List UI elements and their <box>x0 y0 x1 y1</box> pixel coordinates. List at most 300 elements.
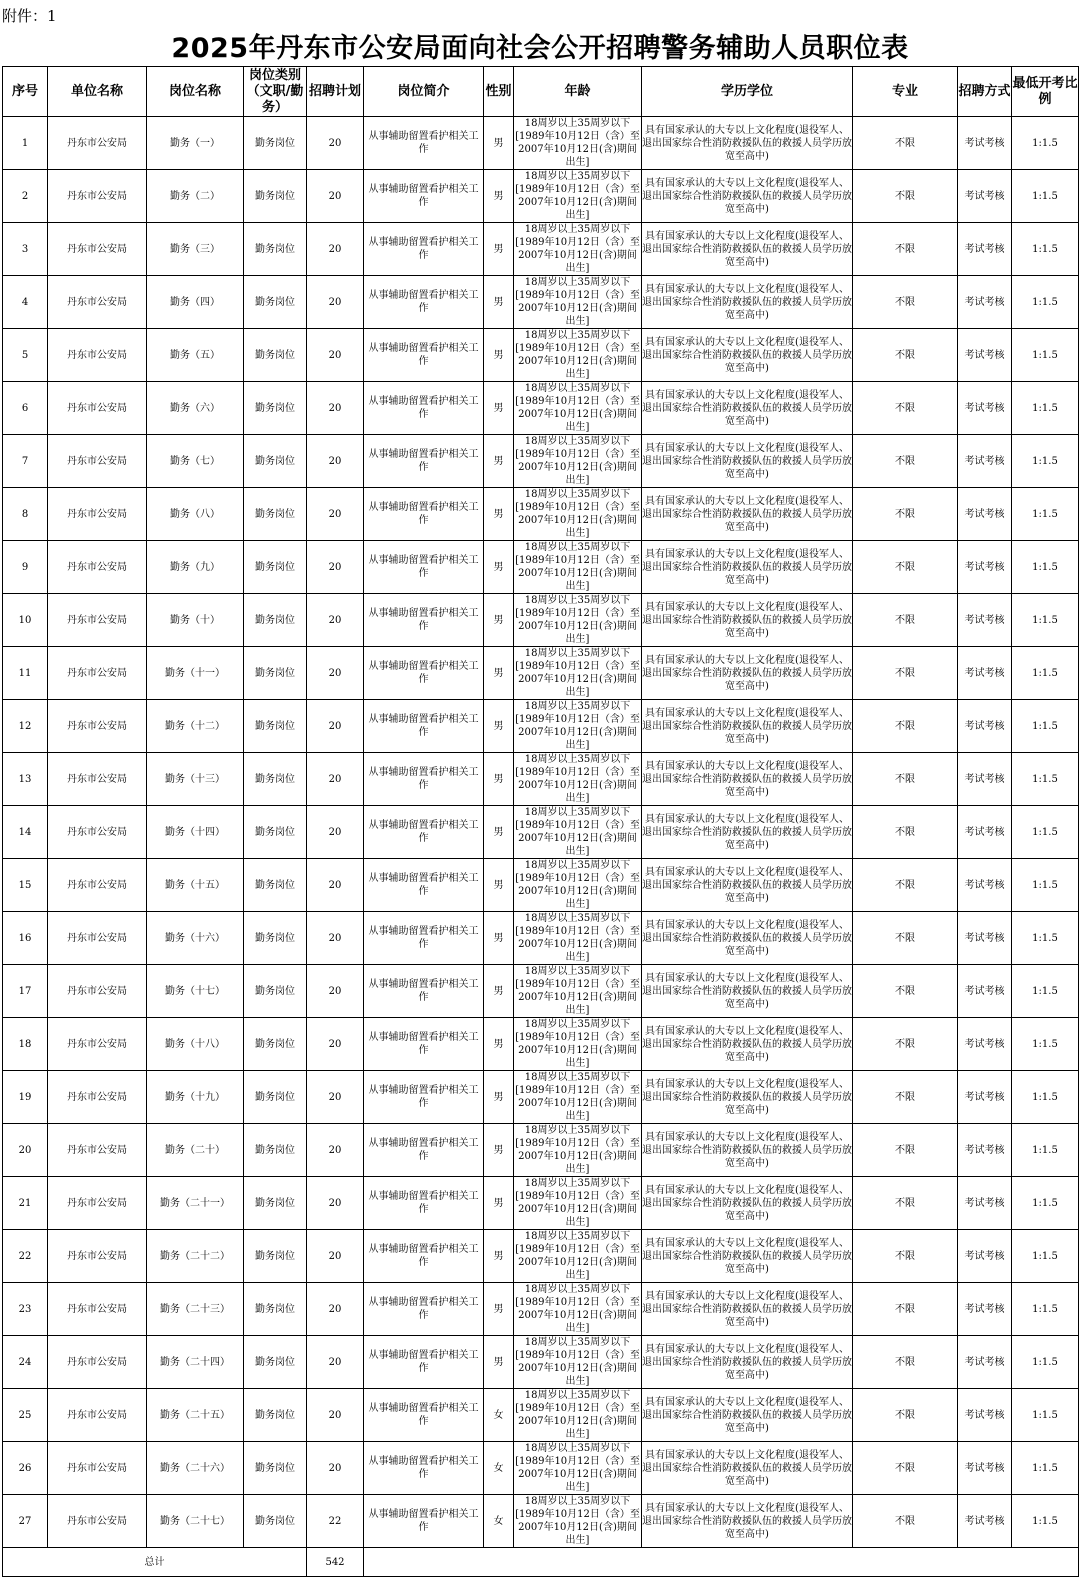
cell-gender: 男 <box>484 435 514 488</box>
cell-gender: 男 <box>484 329 514 382</box>
cell-method: 考试考核 <box>958 700 1012 753</box>
cell-method: 考试考核 <box>958 1230 1012 1283</box>
cell-major: 不限 <box>853 700 958 753</box>
cell-plan: 20 <box>307 435 364 488</box>
cell-major: 不限 <box>853 223 958 276</box>
cell-plan: 20 <box>307 647 364 700</box>
cell-post: 勤务（十六） <box>147 912 244 965</box>
cell-plan: 20 <box>307 276 364 329</box>
cell-plan: 20 <box>307 1442 364 1495</box>
cell-no: 23 <box>3 1283 48 1336</box>
cell-ratio: 1:1.5 <box>1012 965 1079 1018</box>
cell-category: 勤务岗位 <box>244 859 307 912</box>
cell-category: 勤务岗位 <box>244 965 307 1018</box>
cell-method: 考试考核 <box>958 1177 1012 1230</box>
cell-major: 不限 <box>853 1071 958 1124</box>
cell-ratio: 1:1.5 <box>1012 170 1079 223</box>
table-row <box>3 223 1079 276</box>
cell-unit: 丹东市公安局 <box>48 1495 147 1548</box>
cell-plan: 20 <box>307 859 364 912</box>
cell-no: 10 <box>3 594 48 647</box>
cell-post: 勤务（十一） <box>147 647 244 700</box>
cell-age: 18周岁以上35周岁以下[1989年10月12日（含）至2007年10月12日(含)期间出生] <box>515 277 640 327</box>
cell-unit: 丹东市公安局 <box>48 912 147 965</box>
cell-major: 不限 <box>853 276 958 329</box>
cell-plan: 20 <box>307 1336 364 1389</box>
cell-ratio: 1:1.5 <box>1012 1230 1079 1283</box>
cell-method: 考试考核 <box>958 223 1012 276</box>
table-row <box>3 329 1079 382</box>
cell-method: 考试考核 <box>958 1071 1012 1124</box>
cell-age: 18周岁以上35周岁以下[1989年10月12日（含）至2007年10月12日(含)期间出生] <box>515 1443 640 1493</box>
cell-method: 考试考核 <box>958 1283 1012 1336</box>
position-table <box>2 66 1079 1577</box>
cell-unit: 丹东市公安局 <box>48 1071 147 1124</box>
cell-ratio: 1:1.5 <box>1012 488 1079 541</box>
cell-major: 不限 <box>853 541 958 594</box>
cell-unit: 丹东市公安局 <box>48 753 147 806</box>
cell-ratio: 1:1.5 <box>1012 753 1079 806</box>
cell-major: 不限 <box>853 1230 958 1283</box>
cell-major: 不限 <box>853 382 958 435</box>
cell-age: 18周岁以上35周岁以下[1989年10月12日（含）至2007年10月12日(含)期间出生] <box>515 171 640 221</box>
cell-unit: 丹东市公安局 <box>48 806 147 859</box>
table-row <box>3 806 1079 859</box>
cell-plan: 20 <box>307 912 364 965</box>
cell-major: 不限 <box>853 912 958 965</box>
header-no: 序号 <box>3 67 48 117</box>
table-row <box>3 117 1079 170</box>
cell-category: 勤务岗位 <box>244 382 307 435</box>
total-row <box>3 1548 1079 1577</box>
cell-no: 19 <box>3 1071 48 1124</box>
cell-no: 3 <box>3 223 48 276</box>
cell-method: 考试考核 <box>958 594 1012 647</box>
cell-gender: 男 <box>484 1177 514 1230</box>
cell-gender: 男 <box>484 700 514 753</box>
table-row <box>3 594 1079 647</box>
cell-no: 2 <box>3 170 48 223</box>
cell-category: 勤务岗位 <box>244 1124 307 1177</box>
cell-education: 具有国家承认的大专以上文化程度(退役军人、退出国家综合性消防救援队伍的救援人员学历放宽至高中) <box>642 382 853 435</box>
cell-gender: 男 <box>484 382 514 435</box>
cell-no: 8 <box>3 488 48 541</box>
cell-gender: 男 <box>484 488 514 541</box>
cell-desc: 从事辅助留置看护相关工作 <box>364 170 484 223</box>
cell-post: 勤务（十七） <box>147 965 244 1018</box>
cell-ratio: 1:1.5 <box>1012 1389 1079 1442</box>
cell-post: 勤务（六） <box>147 382 244 435</box>
cell-no: 15 <box>3 859 48 912</box>
cell-method: 考试考核 <box>958 1018 1012 1071</box>
cell-plan: 20 <box>307 594 364 647</box>
cell-unit: 丹东市公安局 <box>48 1124 147 1177</box>
cell-ratio: 1:1.5 <box>1012 435 1079 488</box>
cell-ratio: 1:1.5 <box>1012 1336 1079 1389</box>
cell-unit: 丹东市公安局 <box>48 1283 147 1336</box>
cell-plan: 20 <box>307 1230 364 1283</box>
table-row <box>3 1495 1079 1548</box>
cell-major: 不限 <box>853 1124 958 1177</box>
cell-age: 18周岁以上35周岁以下[1989年10月12日（含）至2007年10月12日(含)期间出生] <box>515 860 640 910</box>
cell-desc: 从事辅助留置看护相关工作 <box>364 700 484 753</box>
cell-major: 不限 <box>853 647 958 700</box>
cell-unit: 丹东市公安局 <box>48 170 147 223</box>
cell-education: 具有国家承认的大专以上文化程度(退役军人、退出国家综合性消防救援队伍的救援人员学历放宽至高中) <box>642 276 853 329</box>
cell-no: 20 <box>3 1124 48 1177</box>
cell-category: 勤务岗位 <box>244 541 307 594</box>
cell-no: 1 <box>3 117 48 170</box>
cell-desc: 从事辅助留置看护相关工作 <box>364 435 484 488</box>
cell-plan: 20 <box>307 700 364 753</box>
cell-gender: 男 <box>484 1230 514 1283</box>
cell-ratio: 1:1.5 <box>1012 1071 1079 1124</box>
cell-desc: 从事辅助留置看护相关工作 <box>364 329 484 382</box>
cell-major: 不限 <box>853 806 958 859</box>
cell-category: 勤务岗位 <box>244 1177 307 1230</box>
table-row <box>3 1124 1079 1177</box>
cell-gender: 男 <box>484 223 514 276</box>
cell-no: 12 <box>3 700 48 753</box>
cell-gender: 女 <box>484 1389 514 1442</box>
table-row <box>3 1442 1079 1495</box>
cell-desc: 从事辅助留置看护相关工作 <box>364 594 484 647</box>
header-method: 招聘方式 <box>958 67 1012 117</box>
cell-desc: 从事辅助留置看护相关工作 <box>364 1071 484 1124</box>
cell-category: 勤务岗位 <box>244 435 307 488</box>
attachment-label: 附件：1 <box>2 7 57 25</box>
cell-ratio: 1:1.5 <box>1012 117 1079 170</box>
table-row <box>3 1336 1079 1389</box>
cell-post: 勤务（四） <box>147 276 244 329</box>
table-row <box>3 382 1079 435</box>
cell-ratio: 1:1.5 <box>1012 859 1079 912</box>
cell-no: 6 <box>3 382 48 435</box>
cell-method: 考试考核 <box>958 647 1012 700</box>
cell-desc: 从事辅助留置看护相关工作 <box>364 1389 484 1442</box>
cell-major: 不限 <box>853 488 958 541</box>
table-row <box>3 1018 1079 1071</box>
cell-age: 18周岁以上35周岁以下[1989年10月12日（含）至2007年10月12日(含)期间出生] <box>515 807 640 857</box>
cell-major: 不限 <box>853 1389 958 1442</box>
cell-gender: 男 <box>484 117 514 170</box>
cell-education: 具有国家承认的大专以上文化程度(退役军人、退出国家综合性消防救援队伍的救援人员学历放宽至高中) <box>642 1442 853 1495</box>
cell-method: 考试考核 <box>958 1336 1012 1389</box>
cell-desc: 从事辅助留置看护相关工作 <box>364 1177 484 1230</box>
cell-age: 18周岁以上35周岁以下[1989年10月12日（含）至2007年10月12日(含)期间出生] <box>515 1231 640 1281</box>
cell-education: 具有国家承认的大专以上文化程度(退役军人、退出国家综合性消防救援队伍的救援人员学历放宽至高中) <box>642 435 853 488</box>
cell-age: 18周岁以上35周岁以下[1989年10月12日（含）至2007年10月12日(含)期间出生] <box>515 383 640 433</box>
cell-gender: 女 <box>484 1442 514 1495</box>
cell-post: 勤务（二十六） <box>147 1442 244 1495</box>
cell-gender: 男 <box>484 647 514 700</box>
table-row <box>3 912 1079 965</box>
cell-education: 具有国家承认的大专以上文化程度(退役军人、退出国家综合性消防救援队伍的救援人员学历放宽至高中) <box>642 806 853 859</box>
cell-plan: 20 <box>307 1124 364 1177</box>
cell-post: 勤务（二） <box>147 170 244 223</box>
cell-category: 勤务岗位 <box>244 329 307 382</box>
table-row <box>3 753 1079 806</box>
cell-unit: 丹东市公安局 <box>48 1336 147 1389</box>
cell-plan: 20 <box>307 488 364 541</box>
total-label: 总计 <box>3 1548 307 1577</box>
cell-age: 18周岁以上35周岁以下[1989年10月12日（含）至2007年10月12日(含)期间出生] <box>515 595 640 645</box>
cell-no: 9 <box>3 541 48 594</box>
cell-desc: 从事辅助留置看护相关工作 <box>364 488 484 541</box>
cell-age: 18周岁以上35周岁以下[1989年10月12日（含）至2007年10月12日(含)期间出生] <box>515 701 640 751</box>
cell-gender: 男 <box>484 912 514 965</box>
cell-desc: 从事辅助留置看护相关工作 <box>364 223 484 276</box>
header-post: 岗位名称 <box>147 67 244 117</box>
cell-education: 具有国家承认的大专以上文化程度(退役军人、退出国家综合性消防救援队伍的救援人员学历放宽至高中) <box>642 859 853 912</box>
cell-plan: 22 <box>307 1495 364 1548</box>
cell-education: 具有国家承认的大专以上文化程度(退役军人、退出国家综合性消防救援队伍的救援人员学历放宽至高中) <box>642 1283 853 1336</box>
cell-ratio: 1:1.5 <box>1012 1495 1079 1548</box>
cell-major: 不限 <box>853 594 958 647</box>
header-ratio: 最低开考比例 <box>1012 67 1079 117</box>
cell-age: 18周岁以上35周岁以下[1989年10月12日（含）至2007年10月12日(含)期间出生] <box>515 330 640 380</box>
cell-method: 考试考核 <box>958 1442 1012 1495</box>
cell-category: 勤务岗位 <box>244 117 307 170</box>
table-row <box>3 647 1079 700</box>
cell-no: 7 <box>3 435 48 488</box>
cell-method: 考试考核 <box>958 1124 1012 1177</box>
cell-no: 24 <box>3 1336 48 1389</box>
cell-ratio: 1:1.5 <box>1012 223 1079 276</box>
cell-major: 不限 <box>853 329 958 382</box>
cell-ratio: 1:1.5 <box>1012 382 1079 435</box>
cell-no: 18 <box>3 1018 48 1071</box>
cell-ratio: 1:1.5 <box>1012 700 1079 753</box>
cell-plan: 20 <box>307 965 364 1018</box>
cell-post: 勤务（二十二） <box>147 1230 244 1283</box>
cell-category: 勤务岗位 <box>244 1495 307 1548</box>
cell-post: 勤务（九） <box>147 541 244 594</box>
cell-education: 具有国家承认的大专以上文化程度(退役军人、退出国家综合性消防救援队伍的救援人员学历放宽至高中) <box>642 223 853 276</box>
cell-age: 18周岁以上35周岁以下[1989年10月12日（含）至2007年10月12日(含)期间出生] <box>515 754 640 804</box>
cell-plan: 20 <box>307 329 364 382</box>
cell-gender: 男 <box>484 276 514 329</box>
cell-post: 勤务（二十三） <box>147 1283 244 1336</box>
cell-post: 勤务（二十五） <box>147 1389 244 1442</box>
header-major: 专业 <box>853 67 958 117</box>
cell-major: 不限 <box>853 1495 958 1548</box>
cell-desc: 从事辅助留置看护相关工作 <box>364 382 484 435</box>
total-empty <box>364 1548 1079 1577</box>
cell-ratio: 1:1.5 <box>1012 912 1079 965</box>
cell-unit: 丹东市公安局 <box>48 223 147 276</box>
cell-no: 5 <box>3 329 48 382</box>
cell-category: 勤务岗位 <box>244 170 307 223</box>
header-unit: 单位名称 <box>48 67 147 117</box>
cell-post: 勤务（十八） <box>147 1018 244 1071</box>
table-row <box>3 541 1079 594</box>
cell-post: 勤务（十） <box>147 594 244 647</box>
cell-gender: 男 <box>484 1124 514 1177</box>
cell-unit: 丹东市公安局 <box>48 382 147 435</box>
cell-gender: 男 <box>484 1071 514 1124</box>
cell-unit: 丹东市公安局 <box>48 276 147 329</box>
cell-gender: 男 <box>484 541 514 594</box>
cell-gender: 男 <box>484 965 514 1018</box>
cell-category: 勤务岗位 <box>244 1230 307 1283</box>
cell-category: 勤务岗位 <box>244 488 307 541</box>
cell-age: 18周岁以上35周岁以下[1989年10月12日（含）至2007年10月12日(含)期间出生] <box>515 118 640 168</box>
total-plan: 542 <box>307 1548 364 1577</box>
cell-unit: 丹东市公安局 <box>48 488 147 541</box>
cell-category: 勤务岗位 <box>244 223 307 276</box>
cell-post: 勤务（十四） <box>147 806 244 859</box>
cell-category: 勤务岗位 <box>244 647 307 700</box>
cell-desc: 从事辅助留置看护相关工作 <box>364 965 484 1018</box>
cell-no: 13 <box>3 753 48 806</box>
cell-unit: 丹东市公安局 <box>48 859 147 912</box>
table-row <box>3 435 1079 488</box>
cell-category: 勤务岗位 <box>244 806 307 859</box>
cell-category: 勤务岗位 <box>244 594 307 647</box>
cell-unit: 丹东市公安局 <box>48 1230 147 1283</box>
cell-method: 考试考核 <box>958 170 1012 223</box>
cell-education: 具有国家承认的大专以上文化程度(退役军人、退出国家综合性消防救援队伍的救援人员学历放宽至高中) <box>642 329 853 382</box>
header-education: 学历学位 <box>642 67 853 117</box>
table-row <box>3 170 1079 223</box>
header-desc: 岗位简介 <box>364 67 484 117</box>
cell-age: 18周岁以上35周岁以下[1989年10月12日（含）至2007年10月12日(含)期间出生] <box>515 1284 640 1334</box>
cell-post: 勤务（十五） <box>147 859 244 912</box>
cell-category: 勤务岗位 <box>244 1442 307 1495</box>
table-header-row <box>3 67 1079 117</box>
cell-major: 不限 <box>853 1336 958 1389</box>
cell-desc: 从事辅助留置看护相关工作 <box>364 117 484 170</box>
cell-unit: 丹东市公安局 <box>48 1018 147 1071</box>
cell-gender: 男 <box>484 1018 514 1071</box>
cell-ratio: 1:1.5 <box>1012 647 1079 700</box>
cell-education: 具有国家承认的大专以上文化程度(退役军人、退出国家综合性消防救援队伍的救援人员学历放宽至高中) <box>642 912 853 965</box>
cell-unit: 丹东市公安局 <box>48 594 147 647</box>
cell-plan: 20 <box>307 806 364 859</box>
cell-method: 考试考核 <box>958 117 1012 170</box>
cell-unit: 丹东市公安局 <box>48 541 147 594</box>
table-row <box>3 700 1079 753</box>
cell-category: 勤务岗位 <box>244 912 307 965</box>
cell-method: 考试考核 <box>958 965 1012 1018</box>
cell-desc: 从事辅助留置看护相关工作 <box>364 1283 484 1336</box>
cell-category: 勤务岗位 <box>244 753 307 806</box>
cell-desc: 从事辅助留置看护相关工作 <box>364 1230 484 1283</box>
cell-major: 不限 <box>853 1283 958 1336</box>
cell-desc: 从事辅助留置看护相关工作 <box>364 541 484 594</box>
cell-age: 18周岁以上35周岁以下[1989年10月12日（含）至2007年10月12日(含)期间出生] <box>515 1337 640 1387</box>
cell-no: 27 <box>3 1495 48 1548</box>
header-plan: 招聘计划 <box>307 67 364 117</box>
cell-age: 18周岁以上35周岁以下[1989年10月12日（含）至2007年10月12日(含)期间出生] <box>515 542 640 592</box>
cell-gender: 男 <box>484 594 514 647</box>
cell-education: 具有国家承认的大专以上文化程度(退役军人、退出国家综合性消防救援队伍的救援人员学历放宽至高中) <box>642 1018 853 1071</box>
header-age: 年龄 <box>514 67 642 117</box>
cell-plan: 20 <box>307 1018 364 1071</box>
cell-age: 18周岁以上35周岁以下[1989年10月12日（含）至2007年10月12日(含)期间出生] <box>515 648 640 698</box>
cell-category: 勤务岗位 <box>244 276 307 329</box>
cell-post: 勤务（一） <box>147 117 244 170</box>
cell-major: 不限 <box>853 753 958 806</box>
cell-education: 具有国家承认的大专以上文化程度(退役军人、退出国家综合性消防救援队伍的救援人员学历放宽至高中) <box>642 1230 853 1283</box>
cell-ratio: 1:1.5 <box>1012 806 1079 859</box>
cell-desc: 从事辅助留置看护相关工作 <box>364 912 484 965</box>
cell-education: 具有国家承认的大专以上文化程度(退役军人、退出国家综合性消防救援队伍的救援人员学历放宽至高中) <box>642 170 853 223</box>
cell-age: 18周岁以上35周岁以下[1989年10月12日（含）至2007年10月12日(含)期间出生] <box>515 913 640 963</box>
cell-method: 考试考核 <box>958 859 1012 912</box>
cell-desc: 从事辅助留置看护相关工作 <box>364 276 484 329</box>
cell-method: 考试考核 <box>958 276 1012 329</box>
cell-desc: 从事辅助留置看护相关工作 <box>364 806 484 859</box>
cell-age: 18周岁以上35周岁以下[1989年10月12日（含）至2007年10月12日(含)期间出生] <box>515 1178 640 1228</box>
cell-gender: 男 <box>484 170 514 223</box>
cell-no: 26 <box>3 1442 48 1495</box>
cell-gender: 男 <box>484 1283 514 1336</box>
cell-post: 勤务（三） <box>147 223 244 276</box>
cell-major: 不限 <box>853 1177 958 1230</box>
cell-ratio: 1:1.5 <box>1012 1283 1079 1336</box>
cell-unit: 丹东市公安局 <box>48 647 147 700</box>
cell-age: 18周岁以上35周岁以下[1989年10月12日（含）至2007年10月12日(含)期间出生] <box>515 1125 640 1175</box>
cell-method: 考试考核 <box>958 541 1012 594</box>
cell-age: 18周岁以上35周岁以下[1989年10月12日（含）至2007年10月12日(含)期间出生] <box>515 1019 640 1069</box>
cell-plan: 20 <box>307 170 364 223</box>
cell-major: 不限 <box>853 435 958 488</box>
table-row <box>3 1230 1079 1283</box>
cell-method: 考试考核 <box>958 753 1012 806</box>
table-row <box>3 488 1079 541</box>
document-title: 2025年丹东市公安局面向社会公开招聘警务辅助人员职位表 <box>171 33 909 64</box>
header-gender: 性别 <box>484 67 514 117</box>
cell-category: 勤务岗位 <box>244 1389 307 1442</box>
table-row <box>3 1177 1079 1230</box>
cell-post: 勤务（二十一） <box>147 1177 244 1230</box>
cell-gender: 男 <box>484 859 514 912</box>
cell-category: 勤务岗位 <box>244 1018 307 1071</box>
cell-method: 考试考核 <box>958 329 1012 382</box>
cell-category: 勤务岗位 <box>244 1283 307 1336</box>
cell-ratio: 1:1.5 <box>1012 276 1079 329</box>
cell-method: 考试考核 <box>958 435 1012 488</box>
table-row <box>3 1389 1079 1442</box>
cell-education: 具有国家承认的大专以上文化程度(退役军人、退出国家综合性消防救援队伍的救援人员学历放宽至高中) <box>642 1177 853 1230</box>
cell-post: 勤务（十二） <box>147 700 244 753</box>
header-category: 岗位类别（文职/勤务） <box>244 67 307 117</box>
cell-plan: 20 <box>307 382 364 435</box>
cell-education: 具有国家承认的大专以上文化程度(退役军人、退出国家综合性消防救援队伍的救援人员学历放宽至高中) <box>642 700 853 753</box>
table-row <box>3 1283 1079 1336</box>
cell-major: 不限 <box>853 1018 958 1071</box>
cell-category: 勤务岗位 <box>244 1336 307 1389</box>
cell-plan: 20 <box>307 117 364 170</box>
cell-method: 考试考核 <box>958 912 1012 965</box>
cell-unit: 丹东市公安局 <box>48 1177 147 1230</box>
cell-no: 16 <box>3 912 48 965</box>
cell-ratio: 1:1.5 <box>1012 1018 1079 1071</box>
cell-plan: 20 <box>307 1177 364 1230</box>
cell-education: 具有国家承认的大专以上文化程度(退役军人、退出国家综合性消防救援队伍的救援人员学历放宽至高中) <box>642 1336 853 1389</box>
cell-age: 18周岁以上35周岁以下[1989年10月12日（含）至2007年10月12日(含)期间出生] <box>515 1496 640 1546</box>
cell-method: 考试考核 <box>958 1495 1012 1548</box>
cell-age: 18周岁以上35周岁以下[1989年10月12日（含）至2007年10月12日(含)期间出生] <box>515 1072 640 1122</box>
cell-method: 考试考核 <box>958 382 1012 435</box>
cell-desc: 从事辅助留置看护相关工作 <box>364 647 484 700</box>
cell-age: 18周岁以上35周岁以下[1989年10月12日（含）至2007年10月12日(含)期间出生] <box>515 224 640 274</box>
cell-post: 勤务（二十七） <box>147 1495 244 1548</box>
cell-desc: 从事辅助留置看护相关工作 <box>364 1124 484 1177</box>
cell-plan: 20 <box>307 753 364 806</box>
